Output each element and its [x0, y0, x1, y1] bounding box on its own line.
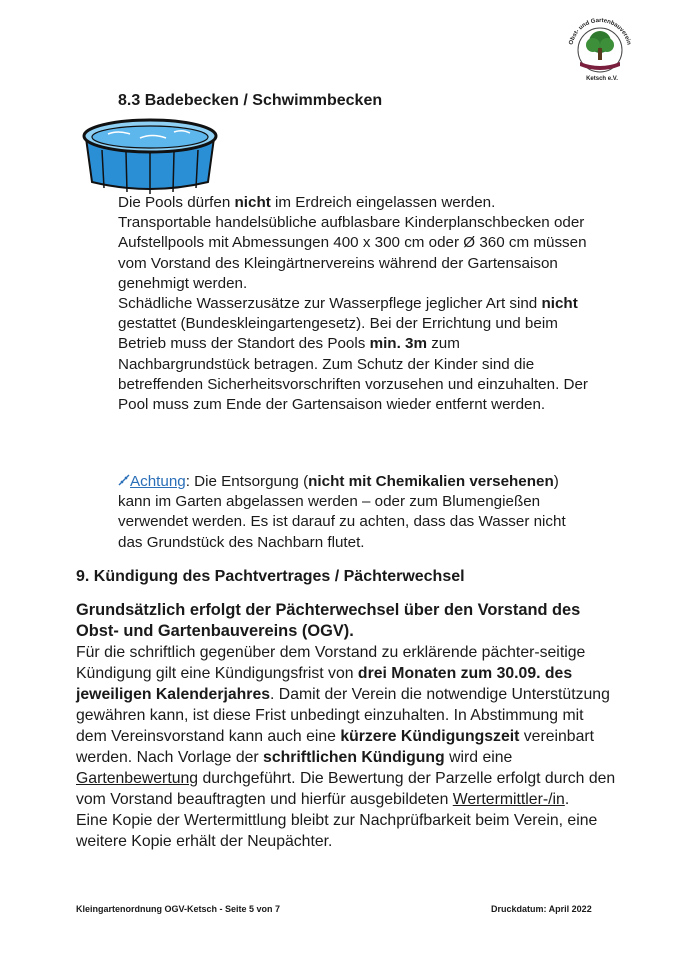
- pool-icon: [78, 116, 222, 196]
- footer-print-date: Druckdatum: April 2022: [491, 904, 592, 914]
- attention-note: Achtung: Die Entsorgung (nicht mit Chemikalien versehenen) kann im Garten abgelassen werden – oder zum Blumengießen verwendet werden. Es ist darauf zu achten, dass das Wasser nicht das Grundstück des Nachbarn flutet.: [118, 473, 566, 551]
- section-9-intro: Grundsätzlich erfolgt der Pächterwechsel über den Vorstand des Obst- und Gartenbauvereins (OGV).: [76, 601, 581, 640]
- section-8-3-heading: 8.3 Badebecken / Schwimmbecken: [118, 92, 383, 109]
- valuer-link: Wertermittler-/in: [452, 791, 565, 808]
- club-logo: [562, 10, 638, 86]
- pool-paragraph-2: Schädliche Wasserzusätze zur Wasserpflege jeglicher Art sind nicht gestattet (Bundeskleingartengesetz). Bei der Errichtung und beim Betrieb muss der Standort des Pools min. 3m zum Nachbargrundstück betragen. Zum Schutz der Kinder sind die betreffenden Sicherheitsvorschriften vorzusehen und einzuhalten. Der Pool muss zum Ende der Gartensaison wieder entfernt werden.: [118, 295, 588, 414]
- termination-paragraph: Für die schriftlich gegenüber dem Vorstand zu erklärende pächter-seitige Kündigung gilt eine Kündigungsfrist von drei Monaten zum 30.09. des jeweiligen Kalenderjahres. Damit der Verein die notwendige Unterstützung gewähren kann, ist diese Frist unbedingt einzuhalten. In Abstimmung mit dem Vereinsvorstand kann auch eine kürzere Kündigungszeit vereinbart werden. Nach Vorlage der schriftlichen Kündigung wird eine Gartenbewertung durchgeführt. Die Bewertung der Parzelle erfolgt durch den vom Vorstand beauftragten und hierfür ausgebildeten Wertermittler-/in.: [76, 644, 616, 808]
- svg-text:Ketsch e.V.: Ketsch e.V.: [586, 76, 618, 82]
- pool-paragraph-1: Die Pools dürfen nicht im Erdreich eingelassen werden. Transportable handelsübliche aufblasbare Kinderplanschbecken oder Aufstellpools mit Abmessungen 400 x 300 cm oder Ø 360 cm müssen vom Vorstand des Kleingärtnervereins während der Gartensaison genehmigt werden.: [118, 194, 587, 292]
- pool-illustration: [78, 116, 222, 196]
- section-9-body: [76, 642, 616, 852]
- section-9-heading: 9. Kündigung des Pachtvertrages / Pächterwechsel: [76, 568, 465, 585]
- tree-icon: [562, 10, 638, 86]
- section-8-3-body: [118, 193, 588, 415]
- footer-page-info: Kleingartenordnung OGV-Ketsch - Seite 5 von 7: [76, 904, 281, 914]
- attention-link[interactable]: Achtung: [118, 473, 186, 490]
- garden-valuation-link: Gartenbewertung: [76, 770, 199, 787]
- link-icon: [118, 474, 130, 486]
- svg-text:Obst- und Gartenbauverein: Obst- und Gartenbauverein: [568, 17, 632, 46]
- copy-paragraph: Eine Kopie der Wertermittlung bleibt zur Nachprüfbarkeit beim Verein, eine weitere Kopie erhält der Neupächter.: [76, 812, 598, 850]
